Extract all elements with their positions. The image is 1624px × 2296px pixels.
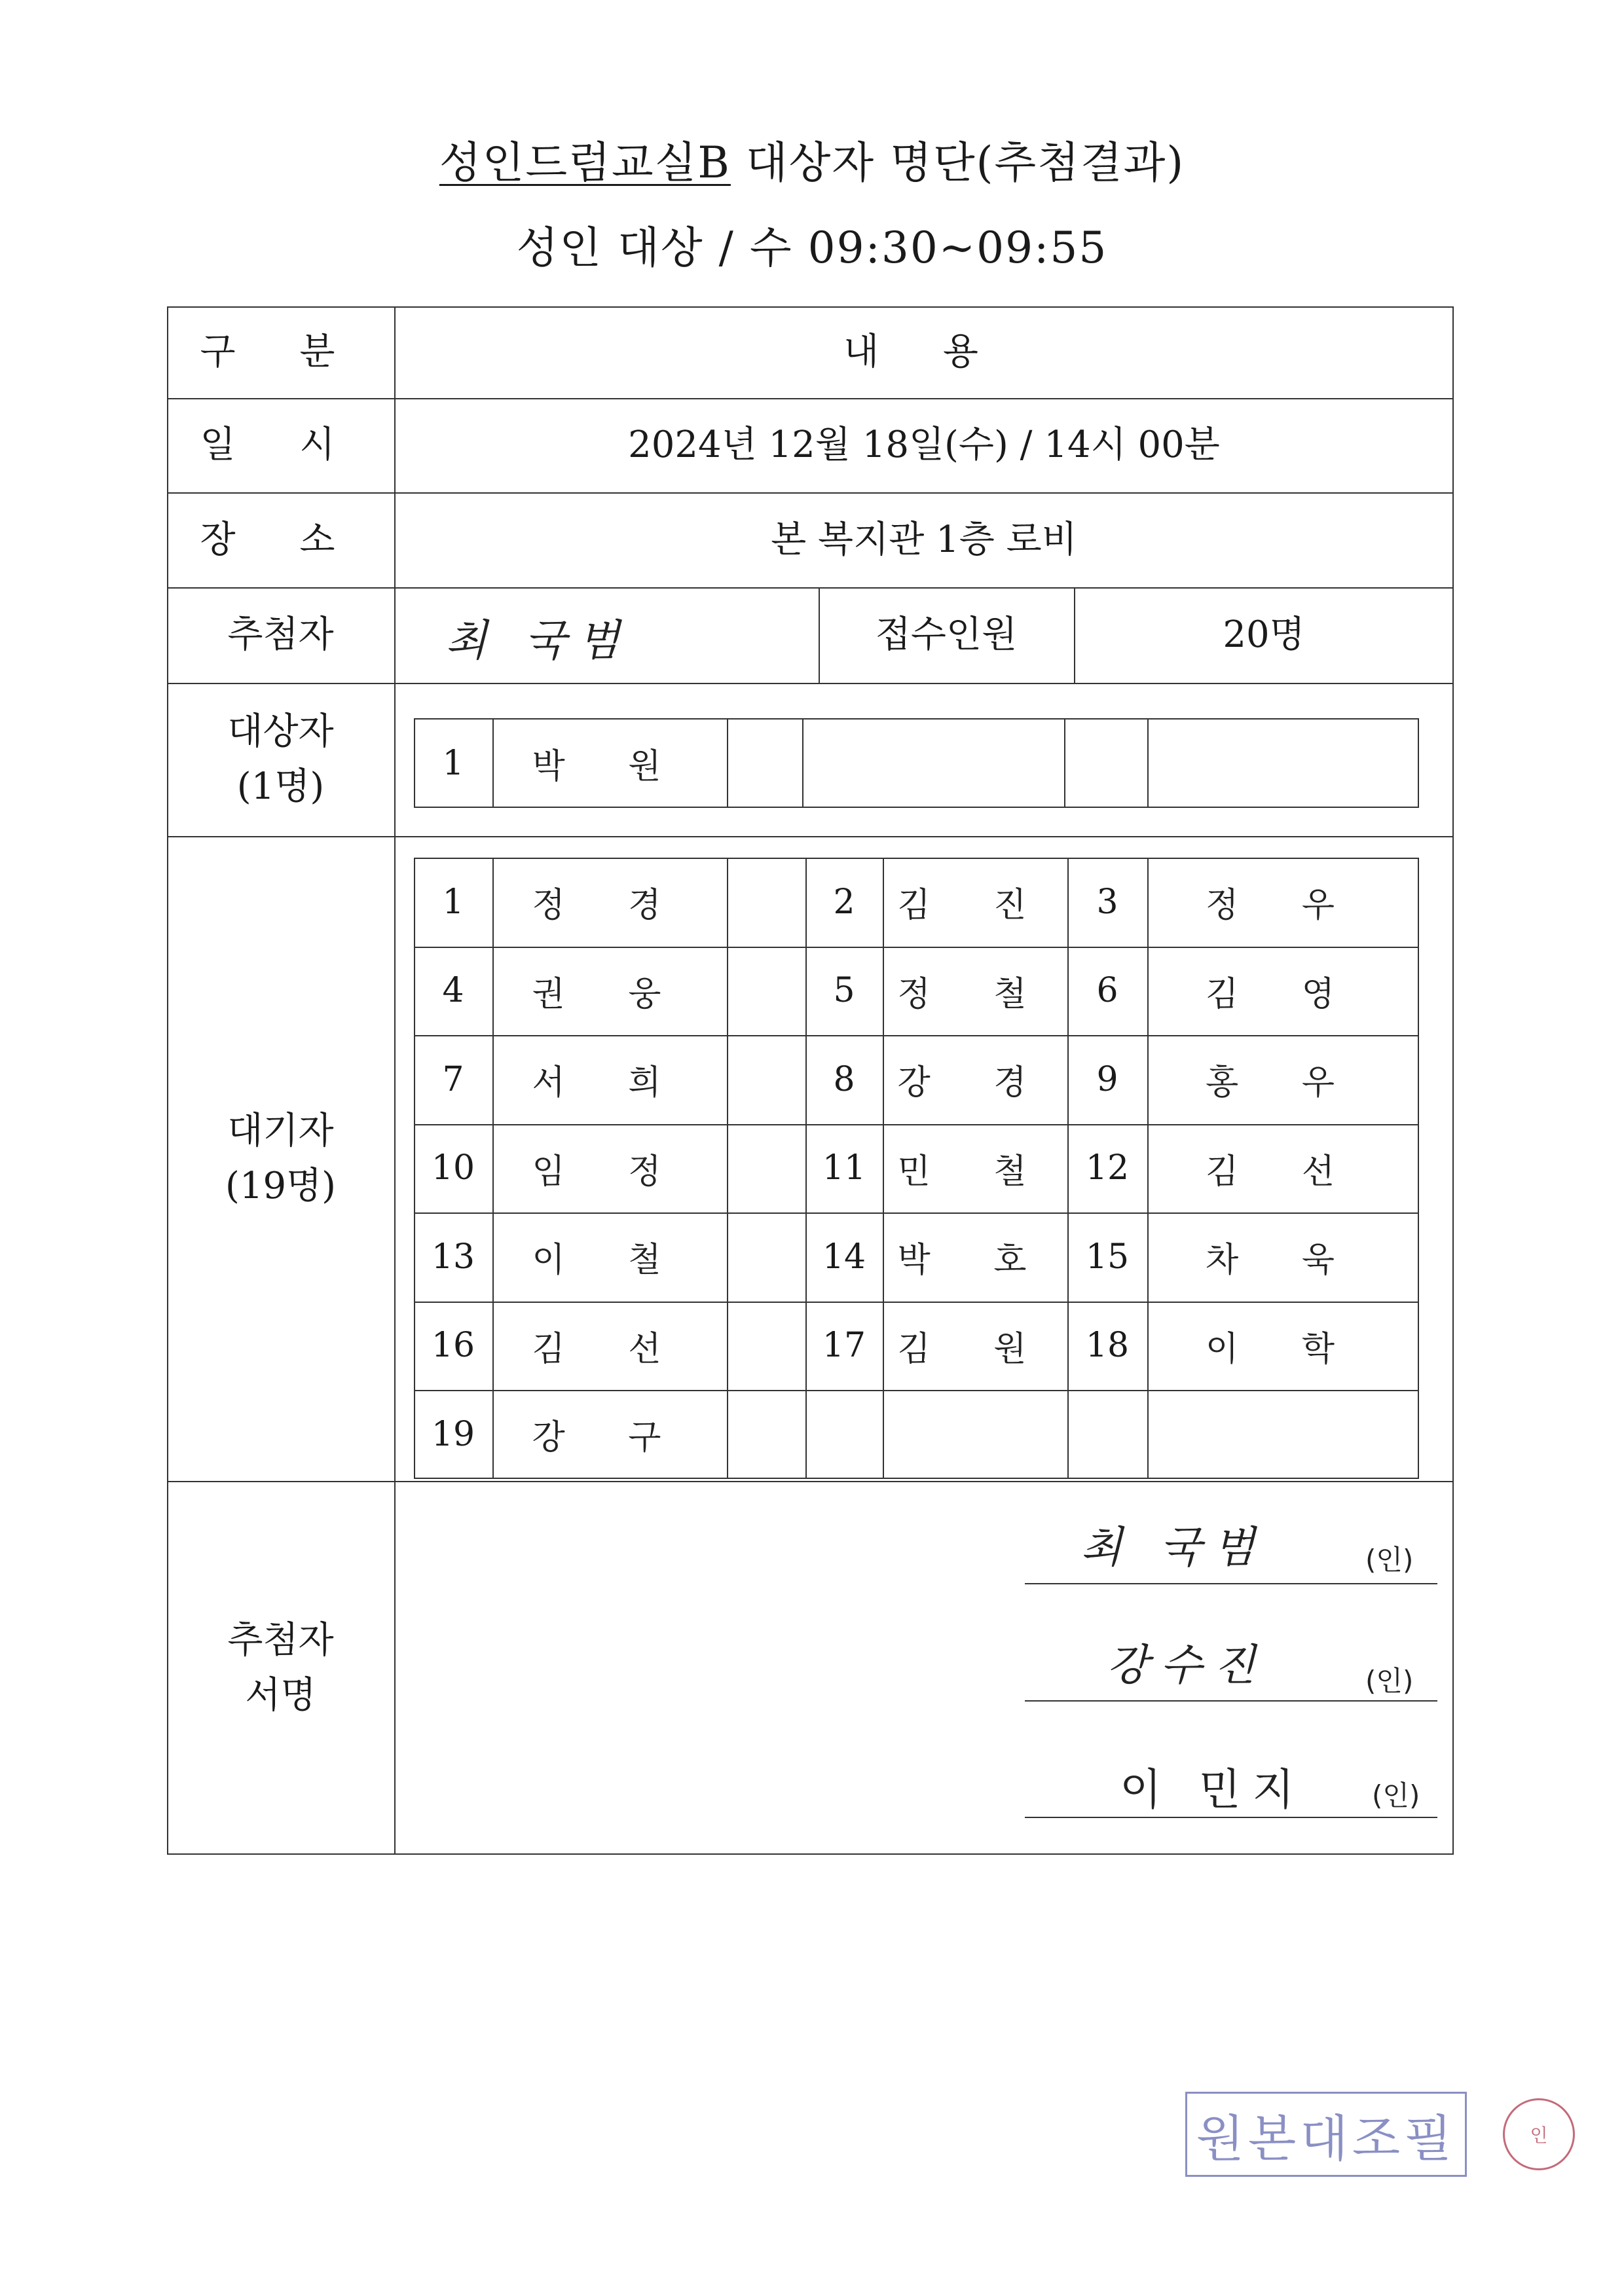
waiting-label <box>167 836 394 1481</box>
waiting-name: 박 호 <box>897 1241 1053 1281</box>
waiting-number: 3 <box>1096 882 1118 922</box>
signature-line <box>1025 1583 1437 1584</box>
waiting-number: 13 <box>431 1237 475 1277</box>
waiting-name: 임 정 <box>532 1152 688 1192</box>
waiting-number: 4 <box>442 971 464 1011</box>
drawer-label: 추첨자 <box>227 613 334 656</box>
waiting-number: 17 <box>822 1326 866 1366</box>
waiting-number: 18 <box>1085 1326 1130 1366</box>
waiting-number: 12 <box>1085 1148 1130 1188</box>
waiting-name: 강 구 <box>532 1418 688 1458</box>
place-value: 본 복지관 1층 로비 <box>771 518 1077 561</box>
waiting-name: 정 철 <box>897 974 1053 1014</box>
applicants-value: 20명 <box>1223 613 1305 656</box>
signature-line <box>1025 1817 1437 1818</box>
waiting-number: 6 <box>1096 971 1118 1011</box>
grid-divider <box>727 718 728 808</box>
waiting-number: 9 <box>1096 1059 1118 1099</box>
document-subtitle: 성인 대상 / 수 09:30~09:55 <box>516 223 1108 273</box>
waiting-number: 2 <box>833 882 855 922</box>
header-category: 구 분 <box>200 331 361 373</box>
waiting-name: 김 원 <box>897 1329 1053 1369</box>
schedule-label: 일 시 <box>200 424 361 466</box>
signer-1-signature: 최 국범 <box>1080 1522 1267 1573</box>
waiting-name: 김 영 <box>1206 974 1361 1014</box>
header-content: 내 용 <box>843 331 1005 373</box>
selected-number: 1 <box>442 743 464 783</box>
grid-divider <box>802 718 803 808</box>
waiting-name: 홍 우 <box>1206 1063 1361 1103</box>
drawer-signature: 최 국범 <box>445 615 632 666</box>
selected-label-text: 대상자 <box>227 710 334 753</box>
waiting-name: 정 우 <box>1206 886 1361 926</box>
title-rest: 대상자 명단(추첨결과) <box>730 137 1185 188</box>
waiting-number: 15 <box>1085 1237 1130 1277</box>
selected-name: 박 원 <box>532 747 688 786</box>
waiting-number: 7 <box>442 1059 464 1099</box>
waiting-count: (19명) <box>225 1164 337 1207</box>
waiting-number: 10 <box>431 1148 475 1188</box>
waiting-name: 김 진 <box>897 886 1053 926</box>
waiting-label-text: 대기자 <box>227 1109 334 1152</box>
waiting-number: 5 <box>833 971 855 1011</box>
waiting-name: 이 학 <box>1206 1329 1361 1369</box>
document-title <box>0 128 1624 190</box>
waiting-name: 김 선 <box>532 1329 688 1369</box>
selected-count: (1명) <box>236 765 325 808</box>
title-program: 성인드럼교실B <box>439 137 731 188</box>
seal-icon: 인 <box>1503 2098 1575 2170</box>
waiting-number: 19 <box>431 1414 475 1454</box>
waiting-name: 민 철 <box>897 1152 1053 1192</box>
grid-divider <box>1147 718 1149 808</box>
signature-label <box>167 1481 394 1855</box>
signer-2-signature: 강수진 <box>1107 1640 1268 1690</box>
waiting-number: 1 <box>442 882 464 922</box>
original-copy-stamp: 원본대조필 <box>1185 2092 1467 2177</box>
waiting-name: 정 경 <box>532 886 688 926</box>
waiting-name: 차 욱 <box>1206 1241 1361 1281</box>
waiting-number: 16 <box>431 1326 475 1366</box>
signer-2-seal: (인) <box>1365 1665 1414 1697</box>
signer-3-signature: 이 민지 <box>1120 1764 1306 1815</box>
waiting-name: 강 경 <box>897 1063 1053 1103</box>
signer-3-seal: (인) <box>1372 1779 1420 1812</box>
grid-divider <box>1064 718 1065 808</box>
waiting-name: 서 희 <box>532 1063 688 1103</box>
waiting-name: 권 웅 <box>532 974 688 1014</box>
waiting-number: 14 <box>822 1237 866 1277</box>
signature-label-line2: 서명 <box>245 1673 316 1717</box>
applicants-label: 접수인원 <box>875 613 1018 656</box>
signature-line <box>1025 1700 1437 1702</box>
selected-label <box>167 683 394 836</box>
signature-label-line1: 추첨자 <box>227 1618 334 1662</box>
waiting-number: 8 <box>833 1059 855 1099</box>
signer-1-seal: (인) <box>1365 1544 1414 1576</box>
waiting-number: 11 <box>822 1148 866 1188</box>
waiting-name: 이 철 <box>532 1241 688 1281</box>
grid-divider <box>727 858 728 1479</box>
place-label: 장 소 <box>200 518 361 561</box>
schedule-value: 2024년 12월 18일(수) / 14시 00분 <box>628 424 1220 466</box>
waiting-name: 김 선 <box>1206 1152 1361 1192</box>
